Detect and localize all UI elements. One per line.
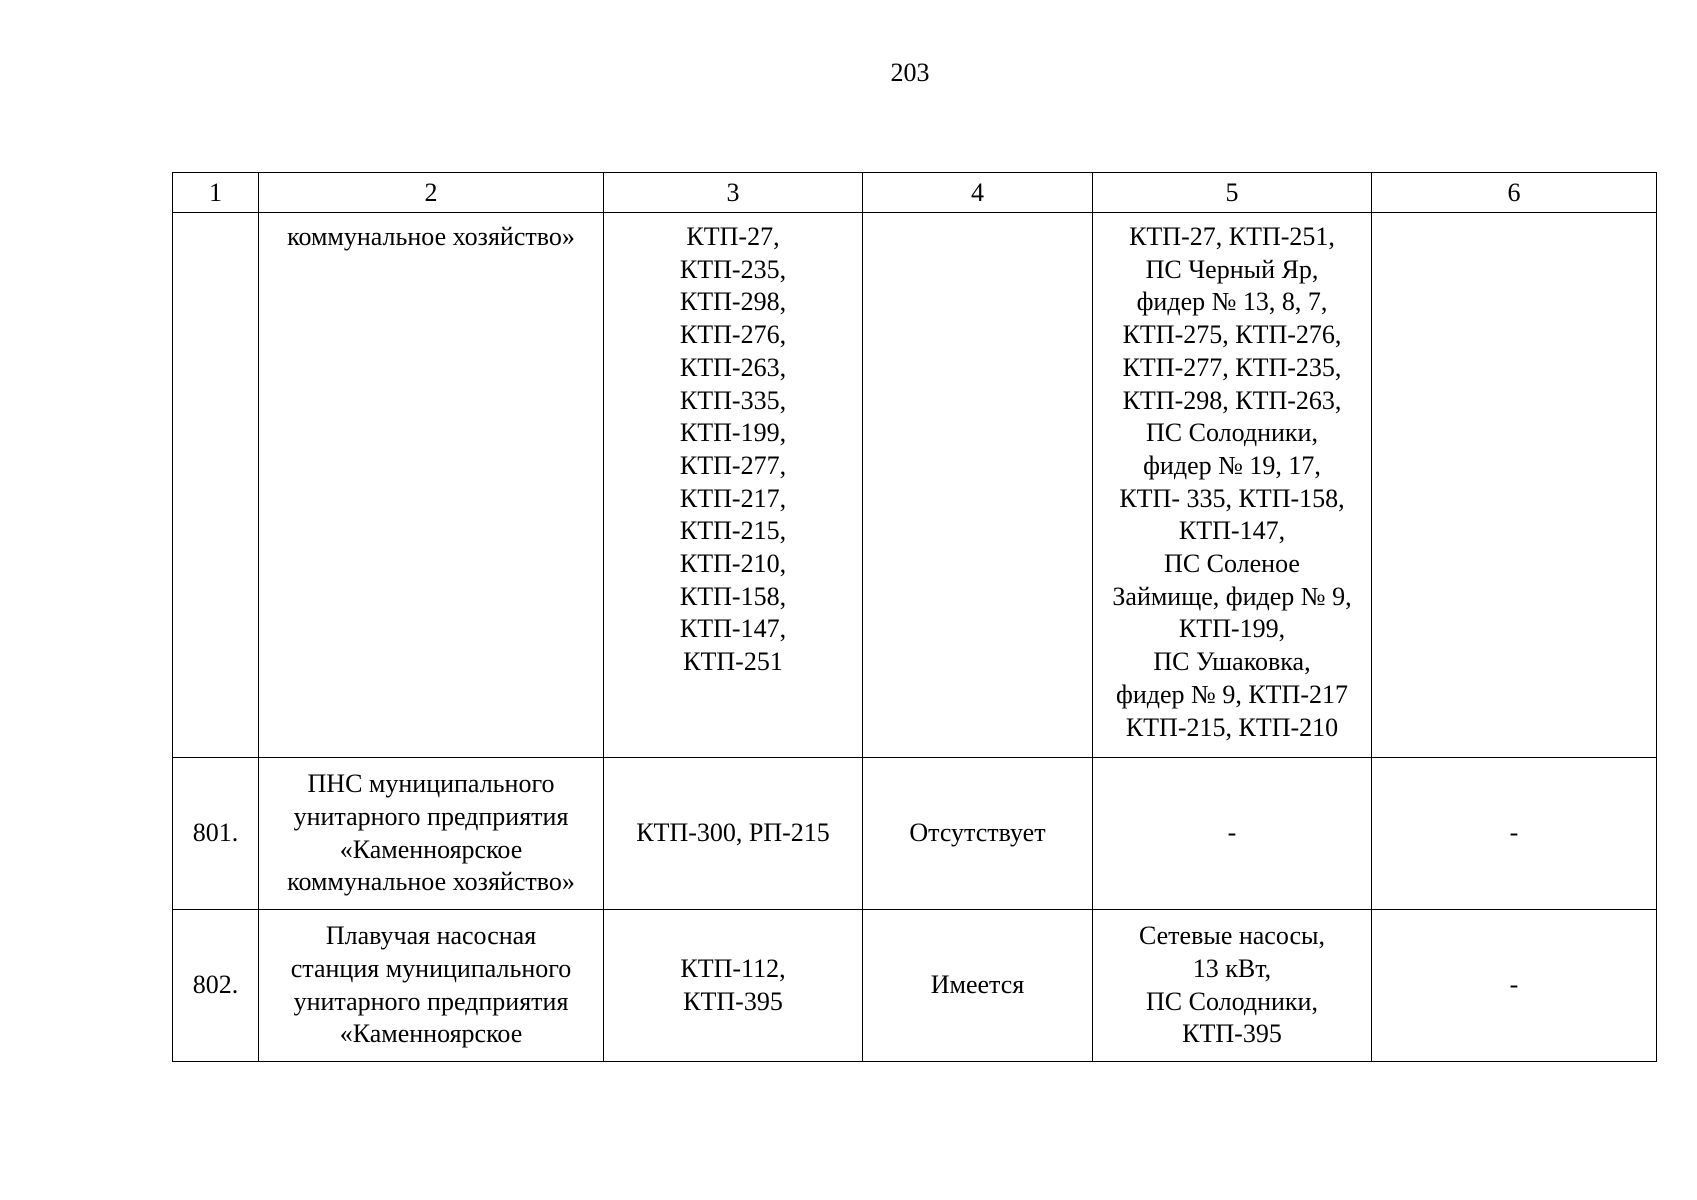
text-line: 13 кВт, bbox=[1192, 953, 1272, 983]
cont-feeders-cell bbox=[1093, 213, 1372, 758]
table-row bbox=[173, 758, 1657, 910]
text-line: Сетевые насосы, bbox=[1138, 921, 1326, 951]
text-line: КТП-235, bbox=[679, 254, 787, 284]
text-line: фидер № 9, КТП-217 bbox=[1116, 679, 1348, 709]
text-line: КТП-27, bbox=[686, 222, 780, 251]
text-line: Займище, фидер № 9, bbox=[1112, 581, 1352, 611]
text-line: КТП-251 bbox=[683, 647, 783, 677]
row-number-cell: 801. bbox=[173, 758, 259, 910]
table-header-row bbox=[173, 173, 1657, 213]
text-line: Плавучая насосная bbox=[325, 921, 537, 951]
text-line: КТП-27, КТП-251, bbox=[1129, 222, 1335, 251]
text-line: КТП-112, bbox=[680, 953, 786, 983]
text-line: КТП-217, bbox=[679, 483, 787, 513]
substation-lines bbox=[612, 953, 854, 1018]
object-name-cell bbox=[259, 758, 604, 910]
text-line: ПС Солодники, bbox=[1146, 986, 1318, 1016]
substation-text: КТП-300, РП-215 bbox=[636, 818, 830, 848]
text-line: «Каменноярское bbox=[339, 1019, 523, 1049]
object-name-lines bbox=[267, 920, 595, 1051]
row-number-cell: 802. bbox=[173, 910, 259, 1062]
header-cell-1: 1 bbox=[173, 173, 259, 213]
text-line: ПНС муниципального bbox=[307, 769, 555, 799]
text-line: КТП-199, bbox=[679, 418, 787, 448]
text-line: КТП-147, bbox=[679, 614, 787, 644]
cont-substation-cell bbox=[604, 213, 863, 758]
table-row-continuation bbox=[173, 213, 1657, 758]
text-line: КТП-215, КТП-210 bbox=[1125, 712, 1339, 742]
text-line: коммунальное хозяйство» bbox=[287, 222, 575, 251]
text-line: КТП-277, bbox=[679, 450, 787, 480]
substation-cell bbox=[604, 910, 863, 1062]
text-line: КТП-277, КТП-235, bbox=[1122, 352, 1342, 382]
text-line: унитарного предприятия bbox=[293, 986, 569, 1016]
text-line: КТП-158, bbox=[679, 581, 787, 611]
reserve-cell: Имеется bbox=[863, 910, 1093, 1062]
text-line: КТП-215, bbox=[679, 516, 787, 546]
text-line: КТП-395 bbox=[683, 986, 783, 1016]
text-line: ПС Ушаковка, bbox=[1153, 647, 1311, 677]
reserve-cell: Отсутствует bbox=[863, 758, 1093, 910]
cont-reserve-cell bbox=[863, 213, 1093, 758]
text-line: КТП-263, bbox=[679, 352, 787, 382]
feeders-cell: - bbox=[1093, 758, 1372, 910]
cont-col6-cell bbox=[1372, 213, 1657, 758]
text-line: фидер № 19, 17, bbox=[1143, 450, 1321, 480]
cont-number-cell bbox=[173, 213, 259, 758]
cont-substation-lines bbox=[612, 221, 854, 679]
feeders-lines bbox=[1101, 920, 1363, 1051]
header-cell-2: 2 bbox=[259, 173, 604, 213]
text-line: КТП- 335, КТП-158, bbox=[1119, 483, 1345, 513]
object-name-lines bbox=[267, 768, 595, 899]
text-line: ПС Солодники, bbox=[1146, 418, 1318, 448]
text-line: КТП-395 bbox=[1182, 1019, 1282, 1049]
page-number: 203 bbox=[890, 58, 930, 87]
substation-cell bbox=[604, 758, 863, 910]
cont-feeders-lines bbox=[1101, 221, 1363, 744]
header-cell-4: 4 bbox=[863, 173, 1093, 213]
text-line: фидер № 13, 8, 7, bbox=[1136, 287, 1328, 317]
col6-cell: - bbox=[1372, 758, 1657, 910]
col6-cell: - bbox=[1372, 910, 1657, 1062]
header-cell-3: 3 bbox=[604, 173, 863, 213]
table-row bbox=[173, 910, 1657, 1062]
object-name-cell bbox=[259, 910, 604, 1062]
text-line: КТП-275, КТП-276, bbox=[1122, 320, 1342, 350]
text-line: КТП-276, bbox=[679, 320, 787, 350]
text-line: КТП-298, КТП-263, bbox=[1122, 385, 1342, 415]
text-line: унитарного предприятия bbox=[293, 801, 569, 831]
text-line: КТП-199, bbox=[1178, 614, 1286, 644]
text-line: коммунальное хозяйство» bbox=[287, 867, 575, 897]
feeders-cell bbox=[1093, 910, 1372, 1062]
cont-object-name-lines bbox=[267, 221, 595, 254]
text-line: станция муниципального bbox=[290, 953, 572, 983]
text-line: «Каменноярское bbox=[339, 834, 523, 864]
text-line: КТП-298, bbox=[679, 287, 787, 317]
header-cell-6: 6 bbox=[1372, 173, 1657, 213]
cont-object-name-cell bbox=[259, 213, 604, 758]
data-table bbox=[172, 172, 1657, 1062]
text-line: КТП-335, bbox=[679, 385, 787, 415]
header-cell-5: 5 bbox=[1093, 173, 1372, 213]
text-line: ПС Черный Яр, bbox=[1145, 254, 1319, 284]
text-line: ПС Соленое bbox=[1164, 549, 1300, 579]
text-line: КТП-210, bbox=[679, 549, 787, 579]
text-line: КТП-147, bbox=[1178, 516, 1286, 546]
